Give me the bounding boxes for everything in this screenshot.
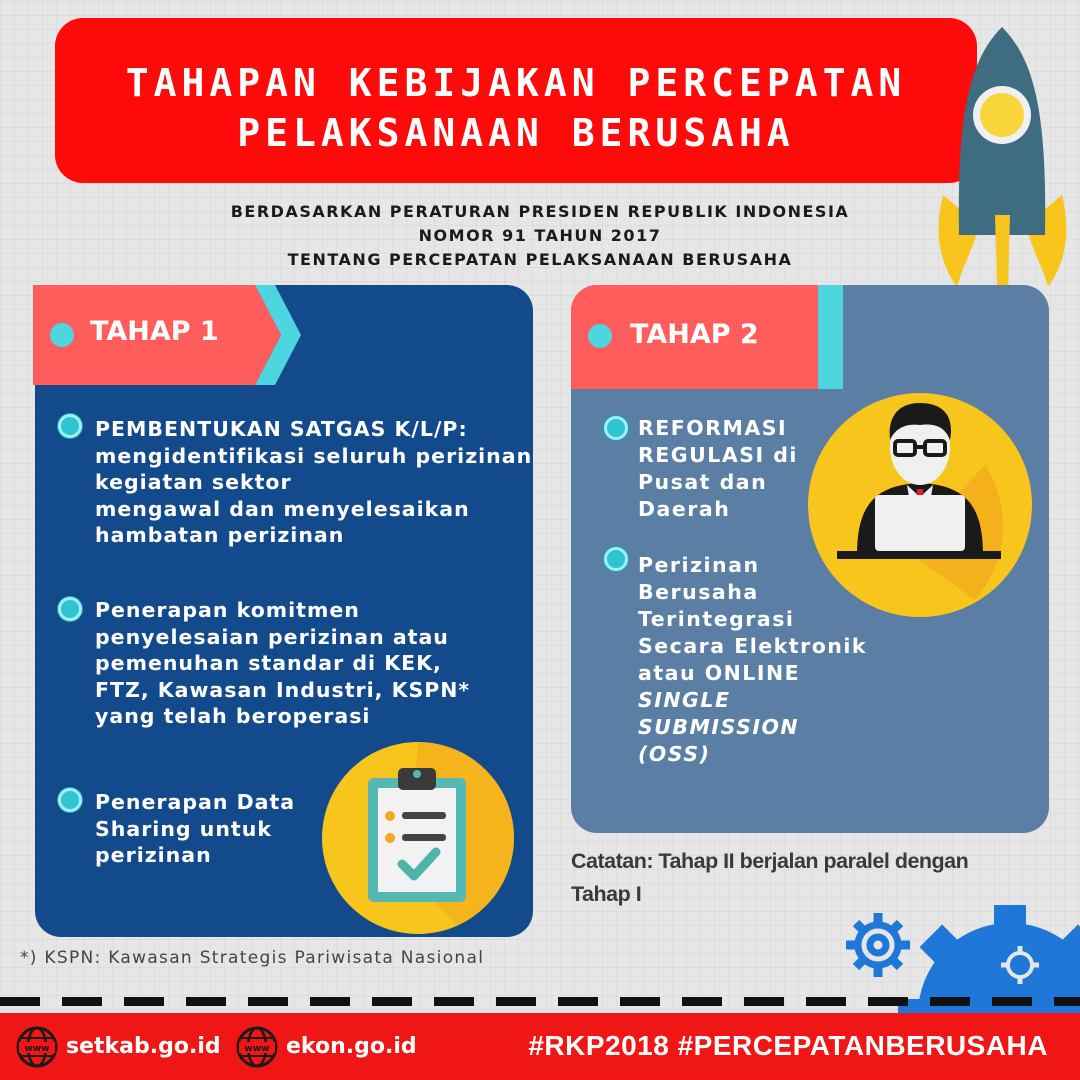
clipboard-check-icon bbox=[318, 738, 518, 938]
hashtags: #RKP2018 #PERCEPATANBERUSAHA bbox=[528, 1030, 1048, 1061]
item-line: penyelesaian perizinan atau bbox=[95, 624, 449, 649]
tab-dot-icon bbox=[588, 324, 612, 348]
tahap-1-label: TAHAP 1 bbox=[90, 316, 219, 347]
footer-site-2[interactable]: ekon.go.id bbox=[286, 1034, 417, 1059]
item-line: yang telah beroperasi bbox=[95, 704, 371, 728]
item-line: Penerapan Data bbox=[95, 790, 296, 814]
bullet-icon bbox=[604, 547, 628, 571]
item-line: hambatan perizinan bbox=[95, 523, 345, 547]
item-line: Daerah bbox=[638, 497, 731, 521]
item-line: Sharing untuk bbox=[95, 816, 272, 841]
note-text: Catatan: Tahap II berjalan paralel dengan Tahap I bbox=[571, 849, 969, 906]
item-line: Terintegrasi bbox=[638, 607, 795, 631]
item-line: SUBMISSION bbox=[638, 715, 800, 739]
item-line: Penerapan komitmen bbox=[95, 598, 360, 622]
bullet-icon bbox=[58, 597, 82, 621]
subtitle-line-3: TENTANG PERCEPATAN PELAKSANAAN BERUSAHA bbox=[287, 250, 793, 269]
page-title: TAHAPAN KEBIJAKAN PERCEPATAN PELAKSANAAN BERUSAHA bbox=[125, 61, 907, 155]
item-line: FTZ, Kawasan Industri, KSPN* bbox=[95, 677, 471, 702]
subtitle-line-1: BERDASARKAN PERATURAN PRESIDEN REPUBLIK INDONESIA bbox=[230, 202, 850, 221]
item-line: atau ONLINE bbox=[638, 661, 801, 685]
globe-icon bbox=[16, 1026, 58, 1068]
item-line: REGULASI di bbox=[638, 443, 798, 467]
item-line: mengidentifikasi seluruh perizinan bbox=[95, 443, 533, 468]
tahap-1-item-1 bbox=[95, 416, 532, 549]
bullet-icon bbox=[58, 414, 82, 438]
item-line: REFORMASI bbox=[638, 416, 788, 440]
item-line: pemenuhan standar di KEK, bbox=[95, 651, 442, 675]
tahap-2-label: TAHAP 2 bbox=[630, 319, 759, 350]
bullet-icon bbox=[58, 788, 82, 812]
subtitle-line-2: NOMOR 91 TAHUN 2017 bbox=[418, 226, 662, 245]
item-line: mengawal dan menyelesaikan bbox=[95, 496, 470, 521]
globe-label: www bbox=[244, 1044, 270, 1054]
globe-label: www bbox=[24, 1044, 50, 1054]
tahap-2-tab-accent bbox=[818, 285, 843, 389]
item-line: Secara Elektronik bbox=[638, 634, 868, 658]
dashed-divider bbox=[0, 997, 1080, 1006]
tahap-1-item-2 bbox=[95, 597, 470, 730]
tahap-1-item-3 bbox=[95, 789, 295, 869]
item-line: SINGLE bbox=[638, 688, 731, 712]
tahap-2-item-2 bbox=[638, 552, 867, 768]
bullet-icon bbox=[604, 416, 628, 440]
tahap-2-item-1 bbox=[638, 415, 798, 523]
item-line: Berusaha bbox=[638, 580, 759, 604]
item-line: perizinan bbox=[95, 843, 212, 867]
tab-dot-icon bbox=[50, 323, 74, 347]
item-line: kegiatan sektor bbox=[95, 470, 292, 494]
item-line: PEMBENTUKAN SATGAS K/L/P: bbox=[95, 417, 468, 441]
item-line: (OSS) bbox=[638, 742, 711, 766]
rocket-icon bbox=[935, 25, 1070, 285]
footer-site-1[interactable]: setkab.go.id bbox=[66, 1034, 221, 1059]
footnote: *) KSPN: Kawasan Strategis Pariwisata Nasional bbox=[20, 948, 485, 968]
item-line: Pusat dan bbox=[638, 470, 768, 494]
globe-icon bbox=[236, 1026, 278, 1068]
item-line: Perizinan bbox=[638, 553, 760, 577]
